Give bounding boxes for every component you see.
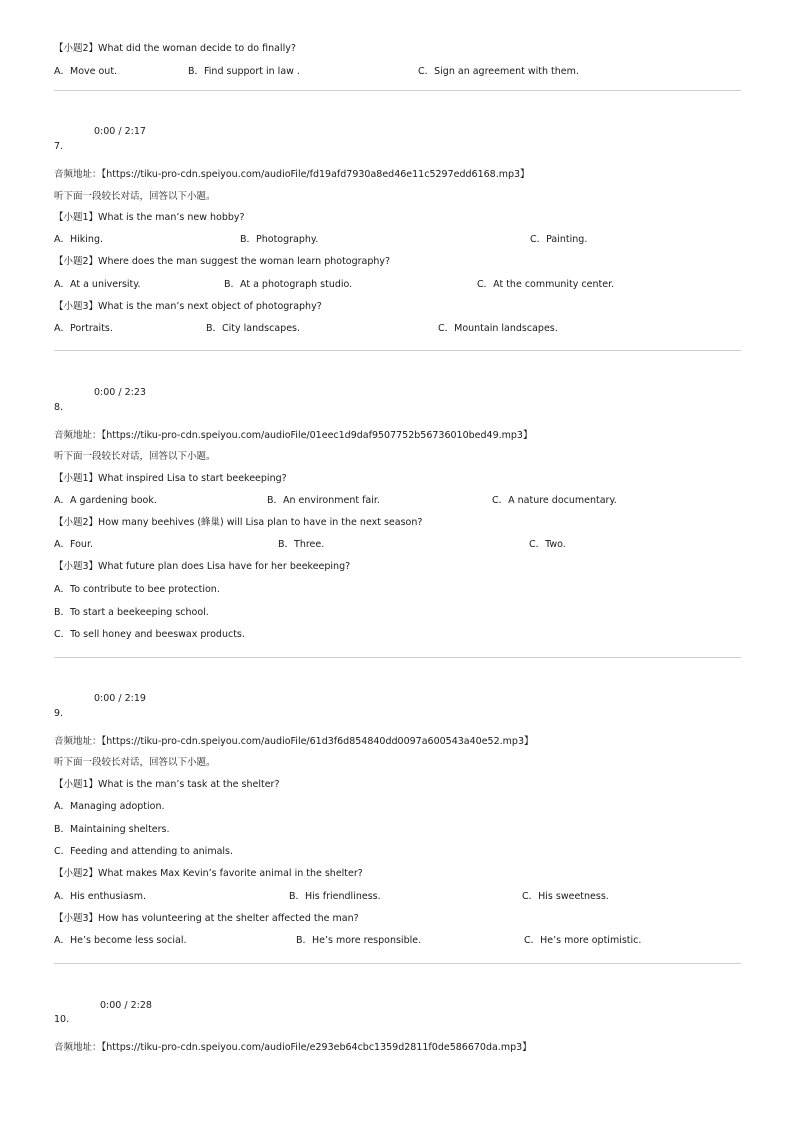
- subquestion-label: 【小题1】: [54, 473, 99, 484]
- audio-address: [54, 1042, 532, 1054]
- audio-address: [54, 736, 534, 748]
- option-c[interactable]: C．His sweetness.: [522, 891, 609, 902]
- subquestion-label: 【小题2】: [54, 517, 99, 528]
- subquestion-text: How many beehives (蜂巢) will Lisa plan to have in the next season?: [98, 517, 423, 528]
- option-a[interactable]: A．Portraits.: [54, 323, 113, 334]
- divider: [54, 657, 741, 658]
- subquestion-label: 【小题2】: [54, 868, 99, 879]
- subquestion-text: What makes Max Kevin’s favorite animal in the shelter?: [98, 868, 363, 879]
- option-a[interactable]: A．Hiking.: [54, 234, 103, 245]
- option-a[interactable]: A．A gardening book.: [54, 495, 157, 506]
- question-number: 10.: [54, 1014, 70, 1025]
- subquestion-text: How has volunteering at the shelter affected the man?: [98, 913, 359, 924]
- subquestion-text: What future plan does Lisa have for her beekeeping?: [98, 561, 351, 572]
- divider: [54, 963, 741, 964]
- subquestion-3: [54, 561, 350, 573]
- instruction: 听下面一段较长对话，回答以下小题。: [54, 451, 216, 462]
- audio-address: [54, 430, 532, 442]
- audio-player-time[interactable]: 0:00 / 2:17: [94, 126, 146, 137]
- audio-address-label: 音频地址：: [54, 430, 102, 441]
- option-b[interactable]: B．Find support in law .: [188, 66, 300, 77]
- subquestion-1: [54, 779, 280, 791]
- subquestion-2: [54, 43, 296, 55]
- divider: [54, 90, 741, 91]
- option-c[interactable]: C．To sell honey and beeswax products.: [54, 629, 245, 640]
- subquestion-2: [54, 517, 422, 529]
- subquestion-text: What is the man’s task at the shelter?: [98, 779, 280, 790]
- subquestion-label: 【小题2】: [54, 256, 99, 267]
- subquestion-label: 【小题2】: [54, 43, 99, 54]
- audio-address-label: 音频地址：: [54, 169, 102, 180]
- option-a[interactable]: A．Four.: [54, 539, 94, 550]
- option-a[interactable]: A．His enthusiasm.: [54, 891, 147, 902]
- question-number: 9.: [54, 708, 64, 719]
- audio-address: [54, 169, 530, 181]
- option-a[interactable]: A．To contribute to bee protection.: [54, 584, 220, 595]
- subquestion-label: 【小题1】: [54, 779, 99, 790]
- option-c[interactable]: C．A nature documentary.: [492, 495, 617, 506]
- subquestion-label: 【小题3】: [54, 561, 99, 572]
- option-b[interactable]: B．Photography.: [240, 234, 319, 245]
- option-c[interactable]: C．Mountain landscapes.: [438, 323, 558, 334]
- option-c[interactable]: C．At the community center.: [477, 279, 615, 290]
- question-number: 7.: [54, 141, 64, 152]
- subquestion-text: What did the woman decide to do finally?: [98, 43, 296, 54]
- option-b[interactable]: B．City landscapes.: [206, 323, 301, 334]
- instruction: 听下面一段较长对话，回答以下小题。: [54, 191, 216, 202]
- subquestion-text: What is the man’s next object of photography?: [98, 301, 322, 312]
- option-b[interactable]: B．He’s more responsible.: [296, 935, 422, 946]
- subquestion-label: 【小题3】: [54, 913, 99, 924]
- question-number: 8.: [54, 402, 64, 413]
- audio-url-link[interactable]: 【https://tiku-pro-cdn.speiyou.com/audioFile/61d3f6d854840dd0097a600543a40e52.mp3】: [101, 736, 534, 747]
- option-c[interactable]: C．He’s more optimistic.: [524, 935, 642, 946]
- audio-player-time[interactable]: 0:00 / 2:23: [94, 387, 146, 398]
- subquestion-label: 【小题1】: [54, 212, 99, 223]
- subquestion-3: [54, 913, 359, 925]
- subquestion-text: What is the man’s new hobby?: [98, 212, 245, 223]
- option-c[interactable]: C．Two.: [529, 539, 566, 550]
- option-a[interactable]: A．Managing adoption.: [54, 801, 165, 812]
- instruction: 听下面一段较长对话，回答以下小题。: [54, 757, 216, 768]
- subquestion-1: [54, 473, 287, 485]
- option-b[interactable]: B．His friendliness.: [289, 891, 381, 902]
- subquestion-2: [54, 868, 363, 880]
- audio-url-link[interactable]: 【https://tiku-pro-cdn.speiyou.com/audioFile/01eec1d9daf9507752b56736010bed49.mp3】: [101, 430, 533, 441]
- subquestion-1: [54, 212, 245, 224]
- subquestion-2: [54, 256, 390, 268]
- divider: [54, 350, 741, 351]
- subquestion-label: 【小题3】: [54, 301, 99, 312]
- option-a[interactable]: A．Move out.: [54, 66, 118, 77]
- option-b[interactable]: B．Three.: [278, 539, 325, 550]
- subquestion-text: What inspired Lisa to start beekeeping?: [98, 473, 287, 484]
- audio-address-label: 音频地址：: [54, 1042, 102, 1053]
- option-c[interactable]: C．Sign an agreement with them.: [418, 66, 579, 77]
- subquestion-text: Where does the man suggest the woman learn photography?: [98, 256, 391, 267]
- option-b[interactable]: B．At a photograph studio.: [224, 279, 353, 290]
- audio-address-label: 音频地址：: [54, 736, 102, 747]
- option-c[interactable]: C．Feeding and attending to animals.: [54, 846, 234, 857]
- option-a[interactable]: A．He’s become less social.: [54, 935, 187, 946]
- option-b[interactable]: B．An environment fair.: [267, 495, 380, 506]
- subquestion-3: [54, 301, 322, 313]
- option-b[interactable]: B．To start a beekeeping school.: [54, 607, 209, 618]
- audio-player-time[interactable]: 0:00 / 2:19: [94, 693, 146, 704]
- option-a[interactable]: A．At a university.: [54, 279, 141, 290]
- audio-player-time[interactable]: 0:00 / 2:28: [100, 1000, 152, 1011]
- option-c[interactable]: C．Painting.: [530, 234, 588, 245]
- audio-url-link[interactable]: 【https://tiku-pro-cdn.speiyou.com/audioFile/fd19afd7930a8ed46e11c5297edd6168.mp3】: [101, 169, 530, 180]
- audio-url-link[interactable]: 【https://tiku-pro-cdn.speiyou.com/audioFile/e293eb64cbc1359d2811f0de586670da.mp3】: [101, 1042, 532, 1053]
- option-b[interactable]: B．Maintaining shelters.: [54, 824, 170, 835]
